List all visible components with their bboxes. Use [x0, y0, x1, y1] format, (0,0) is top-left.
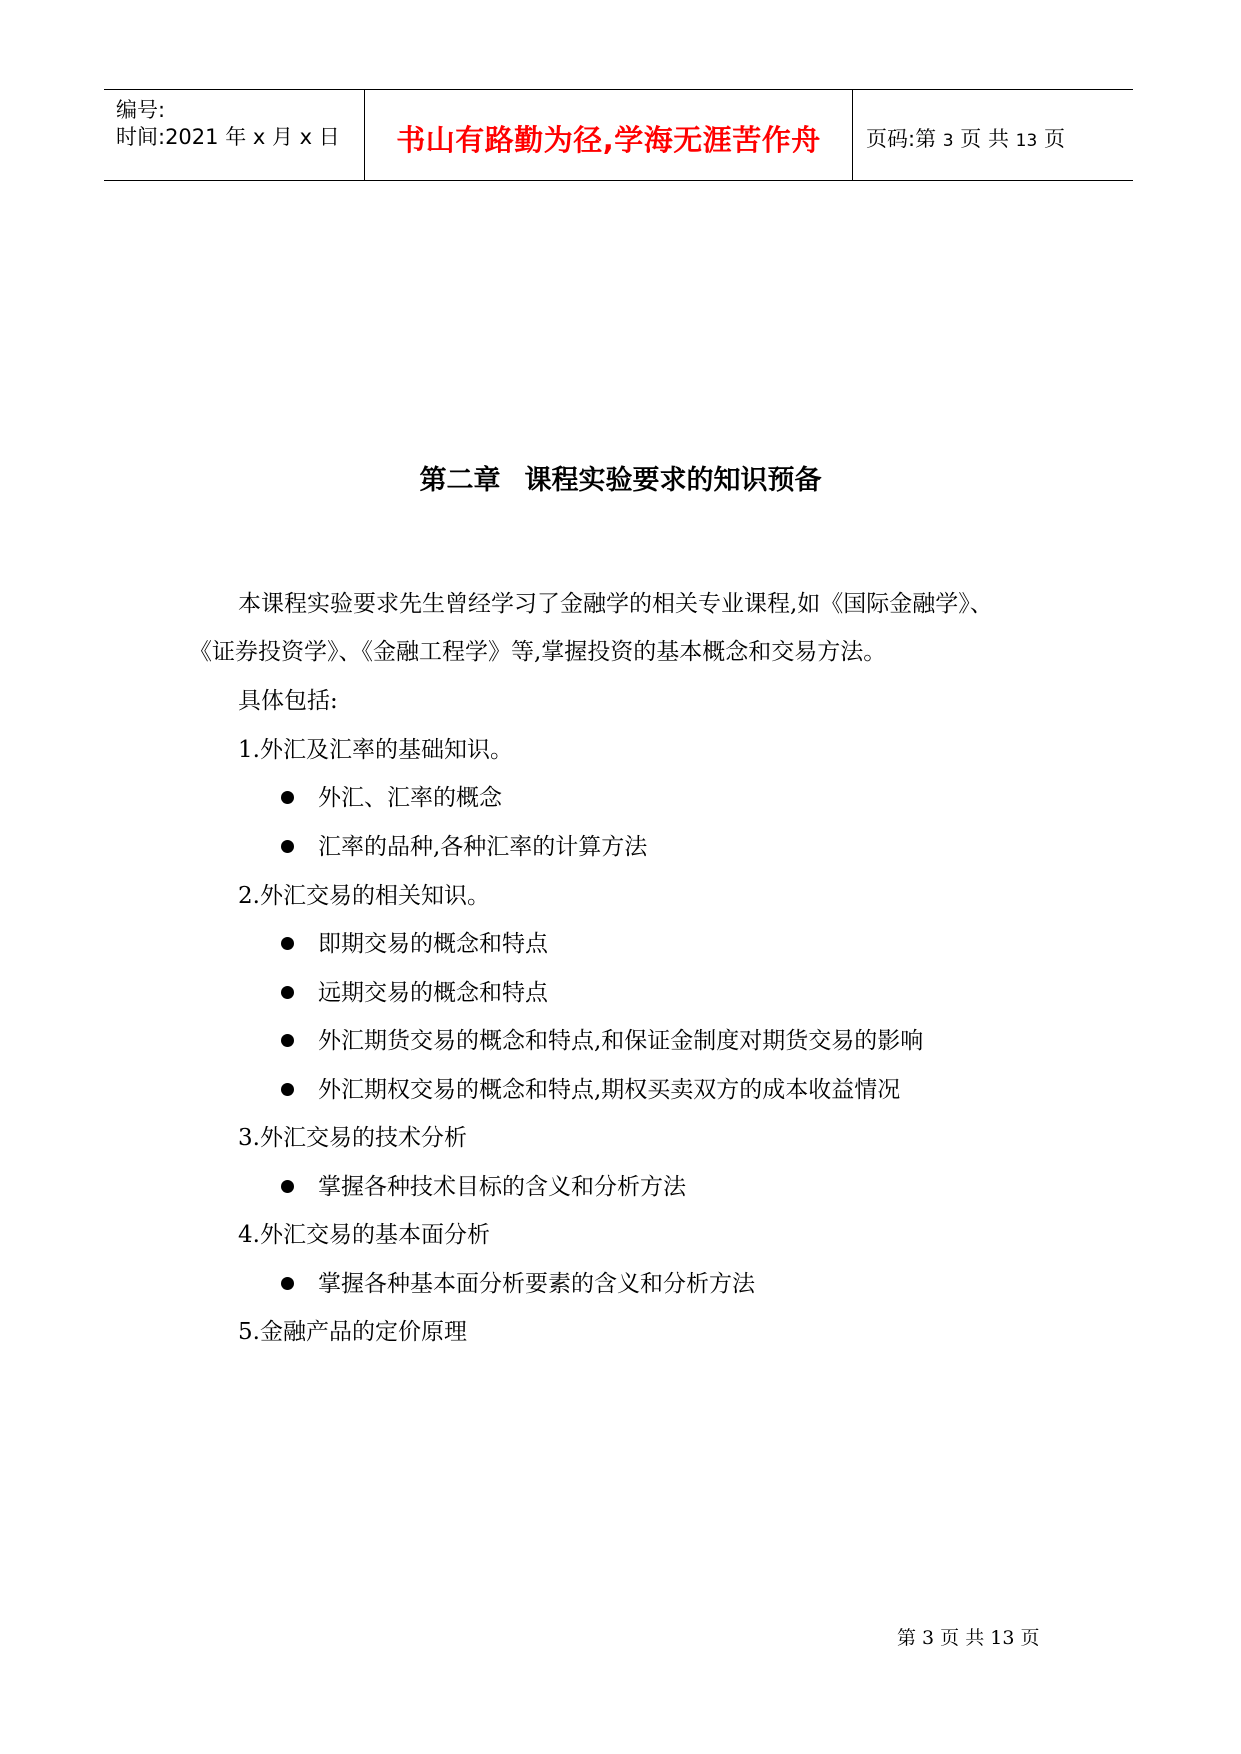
- bullet-text: 外汇、汇率的概念: [318, 785, 502, 811]
- bullet-text: 远期交易的概念和特点: [318, 980, 548, 1006]
- intro-line-2: 《证券投资学》、《金融工程学》等,掌握投资的基本概念和交易方法。: [189, 639, 887, 665]
- bullet-item: [281, 974, 548, 1007]
- bullet-icon: [281, 840, 294, 853]
- header-page-cell: [853, 90, 1133, 180]
- intro-line-1: 本课程实验要求先生曾经学习了金融学的相关专业课程,如《国际金融学》、: [238, 591, 993, 617]
- chapter-number: 第二章: [419, 465, 501, 496]
- page-header: [104, 89, 1133, 181]
- bullet-text: 外汇期货交易的概念和特点,和保证金制度对期货交易的影响: [318, 1028, 924, 1054]
- page-suffix: 页: [1037, 127, 1065, 151]
- bullet-icon: [281, 986, 294, 999]
- bullet-item: [281, 925, 548, 958]
- bullet-item: [281, 1022, 923, 1055]
- bullet-icon: [281, 937, 294, 950]
- list-item: 4.外汇交易的基本面分析: [238, 1222, 490, 1248]
- bullet-item: [281, 779, 502, 812]
- page-footer: 第 3 页 共 13 页: [897, 1627, 1040, 1649]
- header-motto-cell: [365, 90, 853, 180]
- list-item: 1.外汇及汇率的基础知识。: [238, 737, 513, 763]
- bullet-text: 外汇期权交易的概念和特点,期权买卖双方的成本收益情况: [318, 1077, 901, 1103]
- bullet-item: [281, 1168, 686, 1201]
- bullet-item: [281, 1265, 755, 1298]
- header-motto: 书山有路勤为径,学海无涯苦作舟: [396, 122, 821, 157]
- chapter-heading: 课程实验要求的知识预备: [524, 465, 822, 496]
- page-prefix: 页码:第: [866, 127, 943, 151]
- bullet-text: 汇率的品种,各种汇率的计算方法: [318, 834, 648, 860]
- chapter-title: [0, 458, 1241, 497]
- bullet-text: 掌握各种技术目标的含义和分析方法: [318, 1174, 686, 1200]
- header-page-info: [866, 117, 1065, 153]
- document-number-label: 编号:: [116, 98, 166, 122]
- list-item: 3.外汇交易的技术分析: [238, 1125, 467, 1151]
- bullet-icon: [281, 791, 294, 804]
- bullet-icon: [281, 1034, 294, 1047]
- header-meta-cell: [104, 90, 365, 180]
- list-item: 5.金融产品的定价原理: [238, 1319, 467, 1345]
- bullet-item: [281, 828, 647, 861]
- bullet-icon: [281, 1180, 294, 1193]
- bullet-text: 掌握各种基本面分析要素的含义和分析方法: [318, 1271, 755, 1297]
- page-current: 3: [942, 131, 954, 151]
- document-time-label: 时间:2021 年 x 月 x 日: [116, 125, 340, 149]
- bullet-text: 即期交易的概念和特点: [318, 931, 548, 957]
- intro-line-3: 具体包括:: [238, 688, 338, 714]
- bullet-icon: [281, 1083, 294, 1096]
- list-item: 2.外汇交易的相关知识。: [238, 883, 490, 909]
- page-middle: 页 共: [953, 127, 1016, 151]
- bullet-icon: [281, 1277, 294, 1290]
- page-total: 13: [1015, 131, 1038, 151]
- bullet-item: [281, 1071, 900, 1104]
